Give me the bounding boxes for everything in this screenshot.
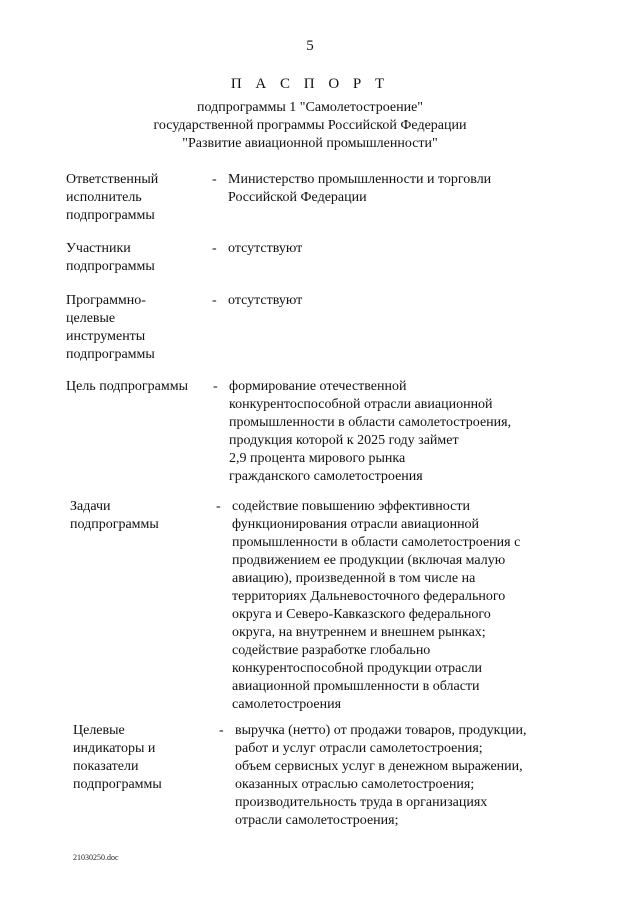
value-line: промышленности в области самолетостроения, bbox=[229, 415, 512, 430]
row-dash: - bbox=[213, 379, 218, 394]
value-line: 2,9 процента мирового рынка bbox=[229, 451, 406, 466]
value-line: содействие разработке глобально bbox=[232, 643, 431, 658]
subtitle-line: подпрограммы 1 "Самолетостроение" bbox=[196, 100, 423, 115]
value-line: Российской Федерации bbox=[228, 190, 367, 205]
row-dash: - bbox=[219, 723, 224, 738]
document-subtitle bbox=[0, 99, 620, 153]
subtitle-line: государственной программы Российской Федерации bbox=[153, 118, 467, 133]
value-line: объем сервисных услуг в денежном выражении, bbox=[235, 759, 523, 774]
label-line: показатели bbox=[73, 759, 139, 774]
label-line: Задачи bbox=[70, 499, 111, 514]
file-name-footer: 21030250.doc bbox=[73, 853, 119, 862]
value-line: выручка (нетто) от продажи товаров, продукции, bbox=[235, 723, 527, 738]
value-line: конкурентоспособной отрасли авиационной bbox=[229, 397, 493, 412]
page-number: 5 bbox=[306, 38, 314, 54]
row-dash: - bbox=[212, 293, 217, 308]
value-line: работ и услуг отрасли самолетостроения; bbox=[235, 741, 483, 756]
row-value bbox=[228, 171, 491, 207]
label-line: Целевые bbox=[73, 723, 125, 738]
row-dash: - bbox=[212, 172, 217, 187]
label-line: подпрограммы bbox=[66, 208, 155, 223]
value-line: территориях Дальневосточного федерального bbox=[232, 589, 506, 604]
value-line: формирование отечественной bbox=[229, 379, 407, 394]
value-line: самолетостроения bbox=[232, 697, 342, 712]
row-value bbox=[229, 378, 511, 486]
label-line: подпрограммы bbox=[73, 777, 162, 792]
row-label bbox=[66, 240, 155, 276]
label-line: Программно- bbox=[66, 293, 146, 308]
label-line: подпрограммы bbox=[66, 259, 155, 274]
row-label bbox=[66, 171, 158, 225]
row-value bbox=[228, 240, 302, 258]
label-line: Участники bbox=[66, 241, 131, 256]
value-line: отрасли самолетостроения; bbox=[235, 813, 399, 828]
value-line: содействие повышению эффективности bbox=[232, 499, 470, 514]
value-line: авиационной промышленности в области bbox=[232, 679, 480, 694]
row-value bbox=[232, 498, 520, 714]
value-line: Министерство промышленности и торговли bbox=[228, 172, 492, 187]
row-label bbox=[73, 722, 162, 794]
label-line: Цель подпрограммы bbox=[66, 379, 188, 394]
label-line: целевые bbox=[66, 311, 116, 326]
value-line: промышленности в области самолетостроения с bbox=[232, 535, 521, 550]
value-line: конкурентоспособной продукции отрасли bbox=[232, 661, 483, 676]
row-label bbox=[66, 292, 155, 364]
row-value bbox=[235, 722, 526, 830]
row-label bbox=[66, 378, 188, 396]
label-line: индикаторы и bbox=[73, 741, 156, 756]
row-label bbox=[70, 498, 159, 534]
value-line: продвижением ее продукции (включая малую bbox=[232, 553, 506, 568]
label-line: Ответственный bbox=[66, 172, 159, 187]
row-value bbox=[228, 292, 302, 310]
label-line: исполнитель bbox=[66, 190, 142, 205]
value-line: округа и Северо-Кавказского федерального bbox=[232, 607, 491, 622]
value-line: гражданского самолетостроения bbox=[229, 469, 423, 484]
value-line: производительность труда в организациях bbox=[235, 795, 488, 810]
value-line: отсутствуют bbox=[228, 241, 303, 256]
row-dash: - bbox=[212, 241, 217, 256]
label-line: подпрограммы bbox=[66, 347, 155, 362]
document-title: П А С П О Р Т bbox=[230, 76, 390, 92]
row-dash: - bbox=[216, 499, 221, 514]
value-line: отсутствуют bbox=[228, 293, 303, 308]
label-line: инструменты bbox=[66, 329, 146, 344]
value-line: продукция которой к 2025 году займет bbox=[229, 433, 459, 448]
subtitle-line: "Развитие авиационной промышленности" bbox=[182, 136, 438, 151]
label-line: подпрограммы bbox=[70, 517, 159, 532]
value-line: авиацию), произведенной в том числе на bbox=[232, 571, 476, 586]
value-line: оказанных отраслью самолетостроения; bbox=[235, 777, 475, 792]
value-line: округа, на внутреннем и внешнем рынках; bbox=[232, 625, 486, 640]
value-line: функционирования отрасли авиационной bbox=[232, 517, 480, 532]
